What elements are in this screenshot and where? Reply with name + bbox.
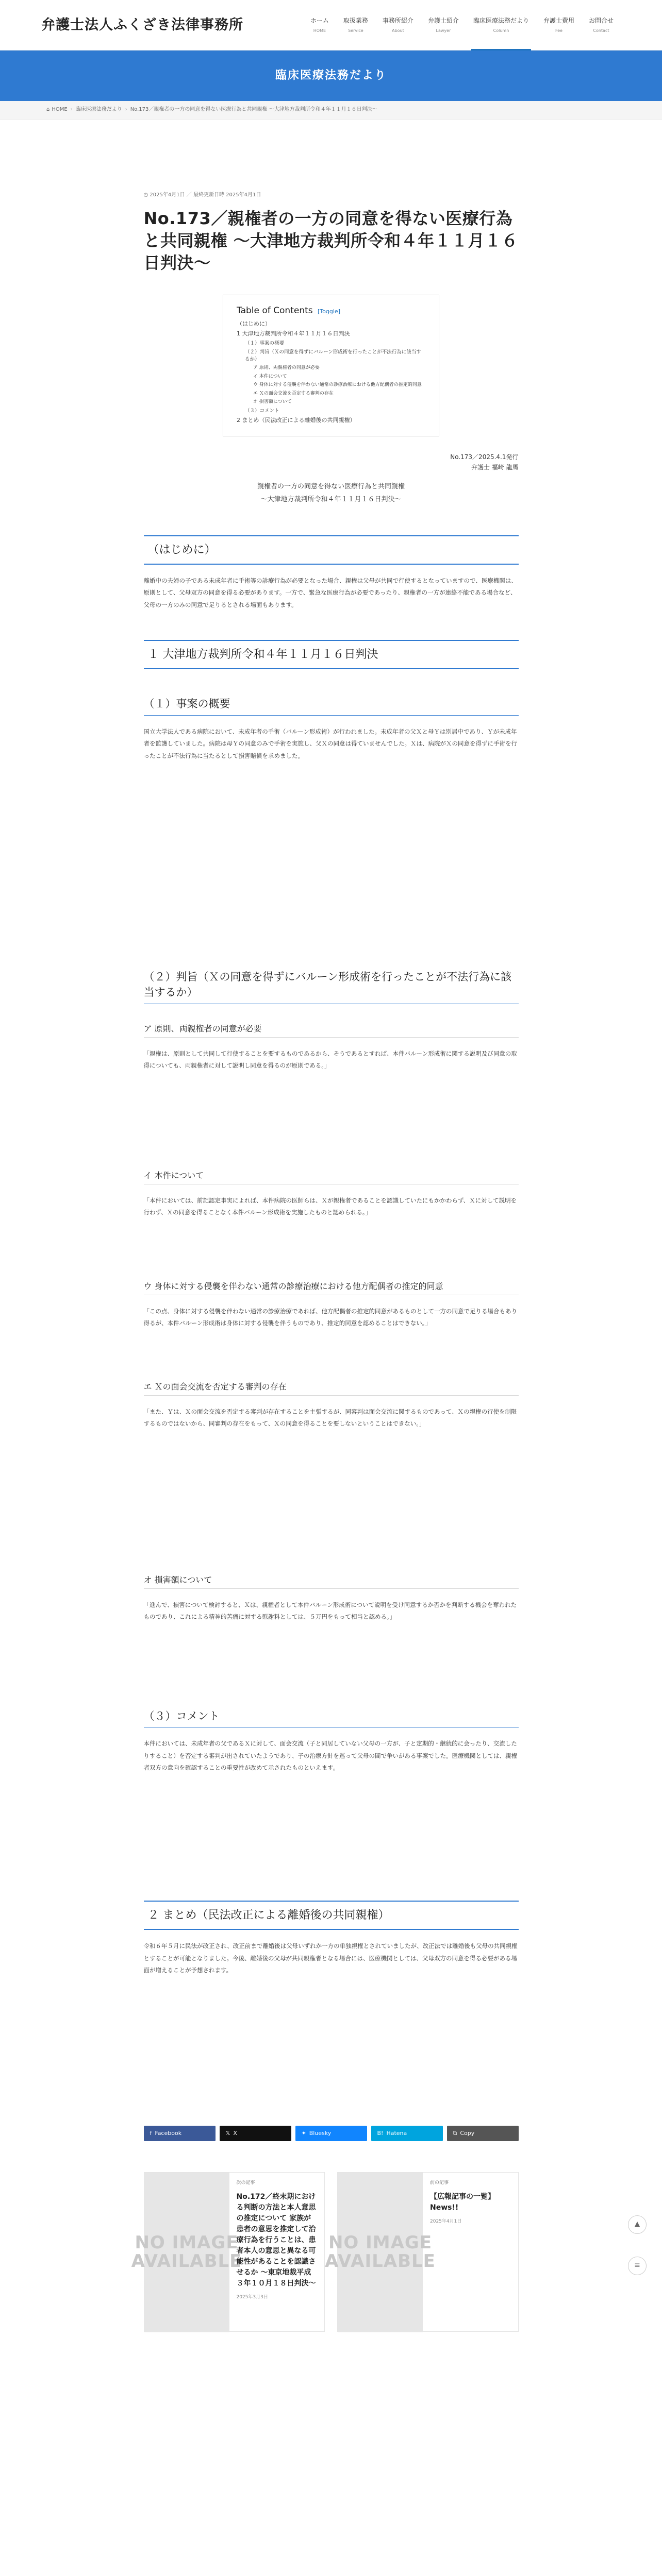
copy-link-button[interactable]: [447, 2126, 519, 2141]
hatena-icon: B!: [377, 2129, 384, 2137]
paragraph: 令和６年５月に民法が改正され、改正前まで離婚後は父母いずれか一方の単独親権とされていましたが、改正法では離婚後も父母の共同親権とすることが可能となりました。今後、離婚後の父母が共同親権者となる場合には、医療機関としては、父母双方の同意を得る必要がある場面が増えることが予想されます。: [143, 1942, 518, 1974]
post-date: 2025年4月1日: [150, 192, 185, 198]
share-bluesky-button[interactable]: [295, 2126, 367, 2141]
toc-item[interactable]: 2 まとめ（民法改正による離婚後の共同親権）: [237, 417, 356, 424]
breadcrumb-home[interactable]: HOME: [52, 107, 68, 113]
paragraph: 「また、Ｙは、Ｘの面会交流を否定する審判が存在することを主張するが、同審判は面会交流に関するものであって、Ｘの親権の行使を制限するものではないから、同審判の存在をもって、Ｘの同意を得ることを要しないということはできない。」: [143, 1408, 517, 1428]
x-icon: 𝕏: [225, 2129, 230, 2137]
nav-column-label: 臨床医療法務だより: [473, 17, 529, 24]
nav-about[interactable]: [375, 0, 421, 50]
updated-date: 2025年4月1日: [226, 192, 261, 198]
facebook-icon: f: [150, 2129, 152, 2137]
nav-home-sub: HOME: [313, 28, 326, 33]
subsection-heading: （２）判旨（Ｘの同意を得ずにバルーン形成術を行ったことが不法行為に該当するか）: [144, 966, 519, 1004]
post-meta: ◷ 2025年4月1日 ／ 最終更新日時 2025年4月1日: [143, 192, 261, 198]
nav-contact[interactable]: [582, 0, 621, 50]
share-label: Bluesky: [309, 2129, 332, 2137]
nav-service-label: 取扱業務: [343, 17, 368, 24]
toc-item[interactable]: イ 本件について: [253, 374, 287, 379]
related-body: [229, 2173, 325, 2331]
share-label: Copy: [460, 2129, 475, 2137]
toc-title: Table of Contents: [237, 306, 313, 316]
nav-about-sub: About: [392, 28, 404, 33]
chevron-up-icon: ▲: [634, 2220, 640, 2229]
toc-item[interactable]: （２）判旨（Ｘの同意を得ずにバルーン形成術を行ったことが不法行為に該当するか）: [245, 349, 421, 363]
toc-toggle[interactable]: [Toggle]: [318, 308, 340, 315]
point-heading: エ Ｘの面会交流を否定する審判の存在: [144, 1379, 519, 1396]
paragraph: 「進んで、損害について検討すると、Ｘは、親権者として本件バルーン形成術について説明を受け同意するか否かを判断する機会を奪われたものであり、これによる精神的苦痛に対する慰謝料としては、５万円をもって相当と認める。」: [143, 1601, 517, 1621]
nav-service-sub: Service: [348, 28, 363, 33]
related-label: 前の記事: [430, 2180, 449, 2186]
nav-contact-sub: Contact: [593, 28, 609, 33]
related-body: [423, 2173, 518, 2331]
site-title-link[interactable]: 弁護士法人ふくざき法律事務所: [41, 16, 243, 33]
scroll-top-button[interactable]: [628, 2215, 647, 2234]
subsection-heading: （３）コメント: [144, 1705, 519, 1727]
point-heading: ア 原則、両親権者の同意が必要: [144, 1021, 519, 1038]
share-label: Hatena: [386, 2129, 407, 2137]
page-hero: [0, 50, 662, 101]
no-image-thumbnail: [325, 2173, 436, 2332]
paragraph: 「本件においては、前記認定事実によれば、本件病院の医師らは、Ｘが親権者であることを認識していたにもかかわらず、Ｘに対して説明を行わず、Ｘの同意を得ることなく本件バルーン形成術を実施したものと認められる。」: [143, 1196, 517, 1216]
toc-item[interactable]: （３）コメント: [245, 408, 279, 414]
nav-lawyer-sub: Lawyer: [436, 28, 451, 33]
toc-item[interactable]: （はじめに）: [237, 320, 271, 327]
paragraph: 「この点、身体に対する侵襲を伴わない通常の診療治療であれば、他方配偶者の推定的同意があるものとして一方の同意で足りる場合もあり得るが、本件バルーン形成術は身体に対する侵襲を伴うものであり、推定的同意を認めることはできない。」: [143, 1307, 517, 1327]
subsection-heading: （１）事案の概要: [144, 693, 519, 715]
toc-item[interactable]: （１）事案の概要: [245, 340, 285, 346]
nav-column-sub: Column: [493, 28, 509, 33]
related-date: 2025年4月1日: [430, 2218, 462, 2224]
point-heading: オ 損害額について: [144, 1572, 519, 1589]
related-title: 【広報記事の一覧】News!!: [430, 2192, 495, 2212]
menu-icon: ≡: [634, 2261, 640, 2270]
breadcrumb-column[interactable]: 臨床医療法務だより: [75, 107, 122, 113]
share-label: Facebook: [155, 2129, 182, 2137]
related-date: 2025年3月3日: [236, 2294, 268, 2300]
table-of-contents: [223, 295, 439, 436]
paragraph: 離婚中の夫婦の子である未成年者に手術等の診療行為が必要となった場合、親権は父母が共同で行使するとなっていますので、医療機関は、原則として、父母双方の同意を得る必要があります。一方で、緊急な医療行為が必要であったり、親権者の一方が連絡不能である場合など、父母の一方のみの同意で足りるとされる場面もあります。: [143, 577, 517, 608]
prev-post-card[interactable]: [325, 2172, 519, 2332]
nav-fee-sub: Fee: [555, 28, 562, 33]
nav-fee-label: 弁護士費用: [543, 17, 574, 24]
subhead-line2: ～大津地方裁判所令和４年１１月１６日判決～: [260, 496, 402, 504]
subhead-line1: 親権者の一方の同意を得ない医療行為と共同親権: [257, 483, 405, 491]
nav-fee[interactable]: [536, 0, 582, 50]
nav-column[interactable]: [466, 0, 536, 50]
toc-item[interactable]: 1 大津地方裁判所令和４年１１月１６日判決: [237, 330, 350, 337]
nav-lawyer[interactable]: [421, 0, 466, 50]
page-hero-title: 臨床医療法務だより: [275, 69, 387, 82]
issue-author: 弁護士 福崎 龍馬: [471, 463, 519, 471]
share-label: X: [233, 2129, 237, 2137]
breadcrumb-current: No.173／親権者の一方の同意を得ない医療行為と共同親権 ～大津地方裁判所令和４年１１月１６日判決～: [130, 107, 377, 113]
next-post-card[interactable]: [131, 2172, 325, 2332]
bluesky-icon: ✦: [301, 2129, 306, 2137]
nav-lawyer-label: 弁護士紹介: [427, 17, 459, 24]
toc-title-row: [237, 304, 425, 318]
related-label: 次の記事: [236, 2180, 255, 2186]
nav-about-label: 事務所紹介: [382, 17, 413, 24]
entry-title: No.173／親権者の一方の同意を得ない医療行為と共同親権 ～大津地方裁判所令和４年１１月１６日判決～: [143, 208, 519, 273]
clock-icon: ◷: [143, 192, 148, 198]
post-navigation: [131, 2172, 519, 2332]
nav-contact-label: お問合せ: [588, 17, 614, 24]
nav-service[interactable]: [336, 0, 375, 50]
updated-label: 最終更新日時: [193, 192, 224, 198]
nav-home[interactable]: [303, 0, 336, 50]
share-facebook-button[interactable]: [144, 2126, 216, 2141]
copy-icon: ⧉: [453, 2129, 457, 2137]
no-image-thumbnail: [131, 2173, 242, 2332]
paragraph: 「親権は、原則として共同して行使することを要するものであるから、そうであるとすれば、本件バルーン形成術に関する説明及び同意の取得についても、両親権者に対して説明し同意を得るのが原則である。」: [143, 1049, 517, 1070]
section-heading: １ 大津地方裁判所令和４年１１月１６日判決: [144, 640, 519, 669]
toc-item[interactable]: ア 原則、両親権者の同意が必要: [253, 365, 320, 371]
no-image-label: NO IMAGE AVAILABLE: [325, 2232, 436, 2272]
article-subhead: [144, 481, 519, 506]
mobile-menu-button[interactable]: [628, 2257, 647, 2275]
point-heading: イ 本件について: [144, 1167, 519, 1184]
breadcrumb-separator-icon: ›: [125, 107, 127, 113]
toc-item[interactable]: オ 損害額について: [253, 399, 292, 405]
share-hatena-button[interactable]: [371, 2126, 443, 2141]
issue-sign: [144, 452, 519, 473]
breadcrumb: [0, 101, 662, 120]
article: [131, 191, 519, 2332]
issue-number: No.173／2025.4.1発行: [450, 453, 519, 461]
point-heading: ウ 身体に対する侵襲を伴わない通常の診療治療における他方配偶者の推定的同意: [144, 1278, 519, 1295]
site-header: [0, 0, 662, 50]
toc-list: [237, 320, 425, 425]
paragraph: 国立大学法人である病院において、未成年者の手術（バルーン形成術）が行われました。未成年者の父Ｘと母Ｙは別居中であり、Ｙが未成年者を監護していました。病院は母Ｙの同意のみで手術を実施し、父Ｘの同意は得ていませんでした。Ｘは、病院がＸの同意を得ずに手術を行ったことが不法行為に当たるとして損害賠償を求めました。: [143, 727, 517, 759]
share-x-button[interactable]: [220, 2126, 291, 2141]
paragraph: 本件においては、未成年者の父であるＸに対して、面会交流（子と同居していない父母の一方が、子と定期的・継続的に会ったり、交流したりすること）を否定する審判が出されていたようであり、子の治療方針を巡って父母の間で争いがある事案でした。医療機関としては、親権者双方の意向を確認することの重要性が改めて示されたものといえます。: [143, 1740, 517, 1772]
toc-item[interactable]: ウ 身体に対する侵襲を伴わない通常の診療治療における他方配偶者の推定的同意: [253, 382, 422, 388]
global-nav: [303, 0, 621, 50]
home-icon: ⌂: [46, 107, 50, 113]
related-title: No.172／終末期における判断の方法と本人意思の推定について 家族が患者の意思を推定して治療行為を行うことは、患者本人の意思と異なる可能性があることを認識させるか ～東京地裁平成３年１０月１８日判決～: [236, 2192, 316, 2287]
nav-home-label: ホーム: [310, 17, 329, 24]
section-heading: ２ まとめ（民法改正による離婚後の共同親権）: [144, 1901, 519, 1930]
toc-item[interactable]: エ Ｘの面会交流を否定する審判の存在: [253, 391, 334, 396]
section-heading: （はじめに）: [144, 535, 519, 565]
share-buttons: [144, 2126, 519, 2141]
breadcrumb-separator-icon: ›: [70, 107, 73, 113]
no-image-label: NO IMAGE AVAILABLE: [131, 2232, 242, 2272]
